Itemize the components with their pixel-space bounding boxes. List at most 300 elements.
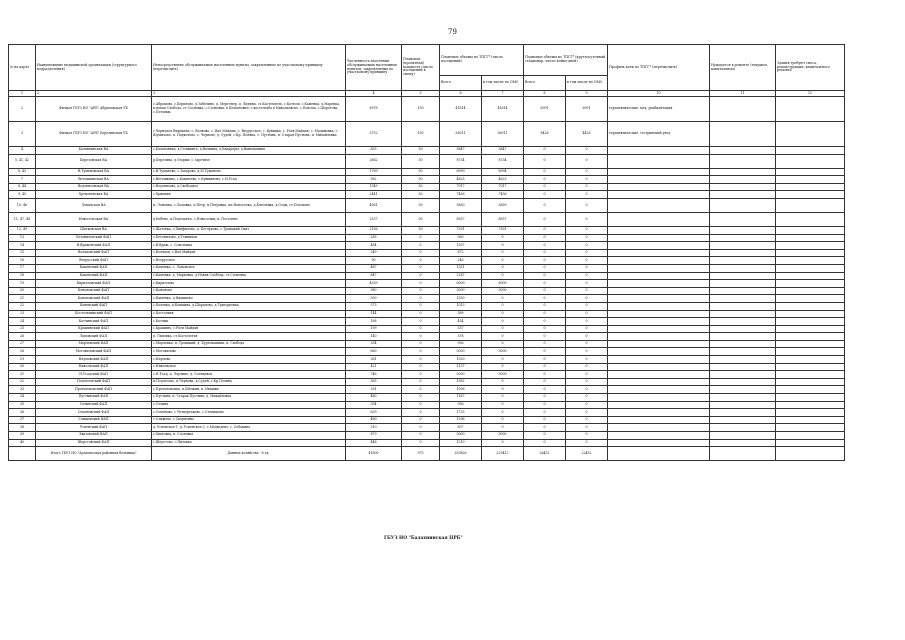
cell-map-number: 6, 43 [9, 168, 36, 176]
cell-bed-days-oms: 0 [566, 356, 608, 364]
cell-visits-oms: 0 [482, 295, 524, 303]
cell-needs-repair [710, 198, 776, 212]
cell-needs-repair [710, 318, 776, 326]
cell-bed-days-total: 0 [524, 424, 566, 432]
cell-visits-total: 1167 [440, 394, 482, 402]
table-row [9, 249, 845, 257]
header-capacity: Плановая (проектная) мощность (число посещений в смену) [402, 45, 440, 91]
cell-map-number: 11, 47, 48 [9, 212, 36, 226]
cell-capacity: 50 [402, 191, 440, 199]
cell-population: 500 [346, 295, 402, 303]
cell-bed-profile [608, 191, 710, 199]
colnum: 8 [524, 91, 566, 97]
cell-map-number: 39 [9, 432, 36, 440]
cell-map-number: 24 [9, 318, 36, 326]
cell-map-number: 34 [9, 394, 36, 402]
cell-organization: Новосельская ВА [36, 212, 152, 226]
cell-settlements: с.Никольское [152, 363, 346, 371]
cell-map-number: 37 [9, 416, 36, 424]
cell-visits-total: 4625 [440, 176, 482, 184]
header-bed-days-oms: в том числе по ОМС [566, 76, 608, 91]
cell-capacity: 50 [402, 176, 440, 184]
cell-bed-days-total: 0 [524, 154, 566, 168]
cell-capacity: 0 [402, 287, 440, 295]
colnum: 10 [608, 91, 710, 97]
cell-population: 2441 [346, 191, 402, 199]
cell-visits-total: 5850 [440, 198, 482, 212]
cell-bed-days-oms: 0 [566, 302, 608, 310]
cell-settlements: п. Ломовка, с.Ломовка, п.Петр, п.Петровка, пп.Новоселка, д.Ключевка, д.Озды, ст.Потоково [152, 198, 346, 212]
colnum: 9 [566, 91, 608, 97]
cell-organization: Селинский ФАП [36, 401, 152, 409]
cell-bed-days-oms: 0 [566, 371, 608, 379]
cell-settlements: с.Кононово [152, 287, 346, 295]
cell-reconstruction [776, 242, 845, 250]
cell-bed-days-total: 0 [524, 147, 566, 155]
cell-visits-oms: 0 [482, 264, 524, 272]
header-reconstruction: Здания требуют сноса, реконструкции, капитального ремонта [776, 45, 845, 91]
cell-capacity: 0 [402, 264, 440, 272]
cell-capacity: 0 [402, 401, 440, 409]
cell-bed-days-oms: 0 [566, 176, 608, 184]
cell-bed-days-oms: 0 [566, 310, 608, 318]
cell-bed-days-total: 0 [524, 168, 566, 176]
cell-total-blank [9, 447, 36, 461]
cell-settlements: с.Каменка, с. Ломовское [152, 264, 346, 272]
table-row [9, 325, 845, 333]
cell-settlements: д. Успенское-1, д. Успенское-2, с.Медведево, с. Собакино [152, 424, 346, 432]
table-row [9, 439, 845, 447]
cell-bed-days-oms: 0 [566, 198, 608, 212]
cell-visits-total: 3000 [440, 287, 482, 295]
cell-reconstruction [776, 234, 845, 242]
cell-bed-days-total: 0 [524, 439, 566, 447]
cell-population: 4339 [346, 280, 402, 288]
cell-reconstruction [776, 302, 845, 310]
cell-bed-days-total: 0 [524, 378, 566, 386]
colnum: 3 [152, 91, 346, 97]
cell-map-number: 13 [9, 234, 36, 242]
cell-bed-profile [608, 287, 710, 295]
cell-capacity: 0 [402, 333, 440, 341]
cell-visits-oms: 7017 [482, 183, 524, 191]
cell-settlements: п.Подлесово, п.Чернова, д.Судей, с.Кр.Поляна [152, 378, 346, 386]
cell-map-number: 36 [9, 409, 36, 417]
cell-population: 448 [346, 439, 402, 447]
cell-settlements: с.Кириллово [152, 280, 346, 288]
cell-organization: Пустынский ФАП [36, 394, 152, 402]
cell-total-profile [608, 447, 710, 461]
cell-bed-profile [608, 416, 710, 424]
cell-capacity: 50 [402, 212, 440, 226]
cell-visits-oms: 8557 [482, 212, 524, 226]
cell-reconstruction [776, 424, 845, 432]
cell-bed-days-oms: 0 [566, 147, 608, 155]
cell-bed-days-oms: 0 [566, 234, 608, 242]
cell-needs-repair [710, 378, 776, 386]
cell-bed-profile [608, 318, 710, 326]
cell-map-number: 35 [9, 401, 36, 409]
cell-settlements: с.Бетонилово, д.Темников [152, 234, 346, 242]
cell-capacity: 0 [402, 242, 440, 250]
cell-visits-total: 1307 [440, 242, 482, 250]
cell-visits-oms: 0 [482, 340, 524, 348]
header-organization: Наименование медицинской организации (структурного подразделения) [36, 45, 152, 91]
cell-reconstruction [776, 363, 845, 371]
cell-bed-days-oms: 0 [566, 168, 608, 176]
cell-map-number: 17 [9, 264, 36, 272]
cell-visits-oms: 0 [482, 333, 524, 341]
cell-organization: Бетониловский ФАП [36, 234, 152, 242]
cell-capacity: 0 [402, 386, 440, 394]
cell-bed-days-total: 0 [524, 340, 566, 348]
cell-visits-oms: 0 [482, 378, 524, 386]
cell-bed-profile [608, 176, 710, 184]
colnum: 7 [482, 91, 524, 97]
cell-organization: Протопоповский ФАП [36, 386, 152, 394]
cell-capacity: 0 [402, 356, 440, 364]
table-row [9, 257, 845, 265]
cell-capacity: 150 [402, 97, 440, 122]
cell-visits-total: 6990 [440, 168, 482, 176]
cell-bed-profile [608, 168, 710, 176]
cell-settlements: с.Хрипики [152, 191, 346, 199]
cell-bed-days-oms: 0 [566, 432, 608, 440]
cell-reconstruction [776, 154, 845, 168]
cell-bed-days-total: 0 [524, 226, 566, 234]
cell-capacity: 0 [402, 424, 440, 432]
cell-organization: Каменский ФАП [36, 272, 152, 280]
cell-visits-total: 1725 [440, 409, 482, 417]
cell-bed-days-oms: 0 [566, 409, 608, 417]
cell-bed-days-oms: 0 [566, 439, 608, 447]
cell-visits-total: 3000 [440, 348, 482, 356]
cell-map-number: 12, 49 [9, 226, 36, 234]
cell-organization: Коневский ФАП [36, 302, 152, 310]
cell-population: 249 [346, 249, 402, 257]
cell-settlements: с.Мотовилово [152, 348, 346, 356]
table-row [9, 272, 845, 280]
cell-organization: В.Враженский ФАП [36, 242, 152, 250]
cell-visits-total: 3000 [440, 371, 482, 379]
cell-bed-profile [608, 409, 710, 417]
cell-map-number: 14 [9, 242, 36, 250]
cell-bed-days-oms: 0 [566, 386, 608, 394]
cell-total-reconstruction [776, 447, 845, 461]
cell-bed-days-oms: 0 [566, 378, 608, 386]
table-row [9, 302, 845, 310]
cell-visits-oms: 0 [482, 318, 524, 326]
cell-bed-days-total: 0 [524, 212, 566, 226]
cell-needs-repair [710, 176, 776, 184]
cell-reconstruction [776, 272, 845, 280]
cell-visits-oms: 3000 [482, 287, 524, 295]
cell-visits-total: 956 [440, 340, 482, 348]
cell-visits-oms: 6000 [482, 280, 524, 288]
cell-capacity: 0 [402, 318, 440, 326]
colnum: 5 [402, 91, 440, 97]
cell-visits-total: 1210 [440, 439, 482, 447]
cell-population: 381 [346, 356, 402, 364]
cell-capacity: 0 [402, 371, 440, 379]
cell-bed-profile [608, 394, 710, 402]
cell-bed-days-oms: 4428 [566, 122, 608, 147]
cell-bed-days-oms: 0 [566, 242, 608, 250]
cell-organization: Липовский ФАП [36, 333, 152, 341]
cell-bed-days-total: 8428 [524, 122, 566, 147]
header-map-number: № на карте [9, 45, 36, 91]
cell-settlements: с.Марчевка, п. Троицкий, д. Буртовашинк, п. Свобода [152, 340, 346, 348]
cell-population: 2136 [346, 226, 402, 234]
cell-map-number: 19 [9, 280, 36, 288]
cell-visits-oms: 0 [482, 325, 524, 333]
cell-capacity: 0 [402, 416, 440, 424]
cell-bed-profile [608, 439, 710, 447]
cell-total-settlements: Данные хозяйства - 8 ед. [152, 447, 346, 461]
cell-population: 421 [346, 363, 402, 371]
cell-population: 375 [346, 302, 402, 310]
cell-population: 847 [346, 272, 402, 280]
cell-settlements: с.Абрамово, с.Берилово, д.Забелино, д. Мергенер, д. Лидина, ст.Кастемтель, с.Котюси, с.Каменка, д.Маревка, п.новая Слобода, ст.Сосновка, с.Сосновка, в Шопенович, с.востелгаба в Николаевске, с.Пoяcмa, с.Шеретова, с.Петовкы. [152, 97, 346, 122]
total-row [9, 447, 845, 461]
cell-reconstruction [776, 191, 845, 199]
cell-organization: Наумовский ФАП [36, 356, 152, 364]
cell-bed-days-total: 0 [524, 295, 566, 303]
table-row [9, 318, 845, 326]
cell-population: 980 [346, 287, 402, 295]
cell-population: 484 [346, 242, 402, 250]
table-row [9, 340, 845, 348]
cell-capacity: 0 [402, 234, 440, 242]
cell-reconstruction [776, 348, 845, 356]
table-row [9, 401, 845, 409]
cell-total-visits: 250826 [440, 447, 482, 461]
cell-reconstruction [776, 295, 845, 303]
cell-visits-total: 8734 [440, 154, 482, 168]
cell-bed-days-oms: 0 [566, 191, 608, 199]
cell-map-number: 33 [9, 386, 36, 394]
cell-total-visits-oms: 229412 [482, 447, 524, 461]
cell-capacity: 50 [402, 147, 440, 155]
cell-population: 487 [346, 264, 402, 272]
cell-needs-repair [710, 272, 776, 280]
cell-visits-total: 6000 [440, 280, 482, 288]
cell-population: 144 [346, 310, 402, 318]
cell-bed-days-total: 0 [524, 371, 566, 379]
cell-reconstruction [776, 183, 845, 191]
table-row [9, 183, 845, 191]
cell-visits-total: 7017 [440, 183, 482, 191]
cell-needs-repair [710, 371, 776, 379]
cell-organization: Волчковский ФАП [36, 249, 152, 257]
cell-reconstruction [776, 176, 845, 184]
cell-reconstruction [776, 280, 845, 288]
cell-visits-oms: 7456 [482, 191, 524, 199]
cell-organization: Котчинский ФАП [36, 318, 152, 326]
cell-map-number: 31 [9, 371, 36, 379]
cell-settlements: с.Колевка, д.Кошкина, д.Шарапово, д.Григорьевка [152, 302, 346, 310]
cell-needs-repair [710, 302, 776, 310]
cell-needs-repair [710, 356, 776, 364]
colnum: 1 [9, 91, 36, 97]
cell-settlements: с.Котчик [152, 318, 346, 326]
cell-capacity: 0 [402, 249, 440, 257]
cell-reconstruction [776, 249, 845, 257]
cell-visits-oms: 0 [482, 394, 524, 402]
cell-visits-total: 537 [440, 325, 482, 333]
cell-bed-days-total: 0 [524, 257, 566, 265]
cell-settlements: д. Липовка, ст.Костолетья [152, 333, 346, 341]
cell-visits-oms: 3000 [482, 371, 524, 379]
cell-bed-days-oms: 0 [566, 325, 608, 333]
table-row [9, 371, 845, 379]
cell-organization: Филиал ГБУЗ НО "АРБ" Абрамовская УБ [36, 97, 152, 122]
footer-organization: ГБУЗ НО "Балахнинская ЦРБ" [384, 536, 463, 541]
cell-organization: Вторусский ФАП [36, 257, 152, 265]
cell-capacity: 0 [402, 257, 440, 265]
table-row [9, 198, 845, 212]
cell-settlements: с.Хватовка, п. Сосновка [152, 432, 346, 440]
cell-total-organization: Итого ГБУЗ НО "Арзамасская районная больница" [36, 447, 152, 461]
cell-bed-profile [608, 401, 710, 409]
cell-map-number: 30 [9, 363, 36, 371]
cell-bed-days-oms: 0 [566, 401, 608, 409]
cell-settlements: с.Крашино, с.Роев Майдан [152, 325, 346, 333]
cell-needs-repair [710, 242, 776, 250]
cell-visits-oms: 5847 [482, 147, 524, 155]
cell-population: 660 [346, 348, 402, 356]
cell-map-number: 4 [9, 147, 36, 155]
cell-bed-profile [608, 242, 710, 250]
cell-map-number: 7 [9, 176, 36, 184]
cell-needs-repair [710, 340, 776, 348]
cell-total-bed-days-oms: 22452 [566, 447, 608, 461]
cell-visits-oms: 3000 [482, 348, 524, 356]
table-row [9, 287, 845, 295]
cell-needs-repair [710, 257, 776, 265]
cell-population: 6978 [346, 97, 402, 122]
cell-reconstruction [776, 432, 845, 440]
cell-visits-oms: 0 [482, 310, 524, 318]
header-visits-total: Всего [440, 76, 482, 91]
cell-visits-oms: 5850 [482, 198, 524, 212]
table-row [9, 97, 845, 122]
cell-capacity: 0 [402, 325, 440, 333]
cell-capacity: 0 [402, 295, 440, 303]
cell-bed-days-oms: 0 [566, 183, 608, 191]
cell-bed-days-total: 0 [524, 280, 566, 288]
cell-bed-days-total: 0 [524, 264, 566, 272]
cell-map-number: 38 [9, 424, 36, 432]
cell-visits-total: 243 [440, 257, 482, 265]
cell-reconstruction [776, 198, 845, 212]
cell-visits-total: 1013 [440, 302, 482, 310]
cell-bed-days-total: 0 [524, 183, 566, 191]
cell-reconstruction [776, 386, 845, 394]
cell-bed-profile [608, 212, 710, 226]
cell-settlements: с.Семеново, с.Четвертаково, с.Степищево [152, 409, 346, 417]
cell-bed-days-total: 0 [524, 409, 566, 417]
cell-settlements: с.Костольня [152, 310, 346, 318]
table-row [9, 191, 845, 199]
table-row [9, 264, 845, 272]
cell-capacity: 0 [402, 378, 440, 386]
cell-reconstruction [776, 257, 845, 265]
table-row [9, 424, 845, 432]
cell-settlements: с.Водовизово, д.Свободное [152, 183, 346, 191]
cell-visits-oms: 0 [482, 242, 524, 250]
cell-visits-oms: 8734 [482, 154, 524, 168]
cell-population: 285 [346, 234, 402, 242]
cell-visits-oms: 4625 [482, 176, 524, 184]
table-row [9, 176, 845, 184]
cell-needs-repair [710, 363, 776, 371]
cell-needs-repair [710, 416, 776, 424]
cell-settlements: с.В.Туманово, с.Захарово, д.М.Туманово [152, 168, 346, 176]
cell-reconstruction [776, 212, 845, 226]
cell-map-number: 26 [9, 333, 36, 341]
cell-bed-profile [608, 310, 710, 318]
cell-bed-days-total: 0 [524, 242, 566, 250]
cell-map-number: 15 [9, 249, 36, 257]
cell-reconstruction [776, 325, 845, 333]
cell-visits-total: 389 [440, 310, 482, 318]
cell-needs-repair [710, 409, 776, 417]
cell-capacity: 0 [402, 310, 440, 318]
cell-reconstruction [776, 340, 845, 348]
cell-total-capacity: 975 [402, 447, 440, 461]
cell-visits-oms: 0 [482, 249, 524, 257]
table-row [9, 234, 845, 242]
table-row [9, 348, 845, 356]
cell-visits-total: 7391 [440, 226, 482, 234]
cell-needs-repair [710, 249, 776, 257]
cell-bed-days-total: 0 [524, 394, 566, 402]
cell-needs-repair [710, 234, 776, 242]
cell-visits-total: 1582 [440, 378, 482, 386]
cell-bed-days-total: 0 [524, 416, 566, 424]
cell-organization: Никольский ФАП [36, 363, 152, 371]
table-row [9, 394, 845, 402]
cell-total-repair [710, 447, 776, 461]
cell-bed-profile [608, 378, 710, 386]
table-row [9, 310, 845, 318]
cell-capacity: 50 [402, 168, 440, 176]
cell-capacity: 50 [402, 154, 440, 168]
cell-reconstruction [776, 226, 845, 234]
cell-capacity: 0 [402, 280, 440, 288]
cell-needs-repair [710, 439, 776, 447]
cell-needs-repair [710, 333, 776, 341]
header-visits-oms: в том числе по ОМС [482, 76, 524, 91]
cell-population: 310 [346, 424, 402, 432]
cell-map-number: 21 [9, 295, 36, 303]
cell-population: 1549 [346, 183, 402, 191]
table-row [9, 356, 845, 364]
table-row [9, 295, 845, 303]
cell-bed-profile [608, 234, 710, 242]
cell-organization: Кирилловский ФАП [36, 280, 152, 288]
cell-population: 480 [346, 394, 402, 402]
cell-bed-profile: терапевтические, сестринский уход [608, 122, 710, 147]
cell-organization: Березовская ВА [36, 154, 152, 168]
cell-population: 168 [346, 318, 402, 326]
cell-needs-repair [710, 147, 776, 155]
cell-organization: Н.Усадский ФАП [36, 371, 152, 379]
cell-organization: Мотовиловский ФАП [36, 348, 152, 356]
cell-bed-days-total: 0 [524, 198, 566, 212]
cell-needs-repair [710, 154, 776, 168]
